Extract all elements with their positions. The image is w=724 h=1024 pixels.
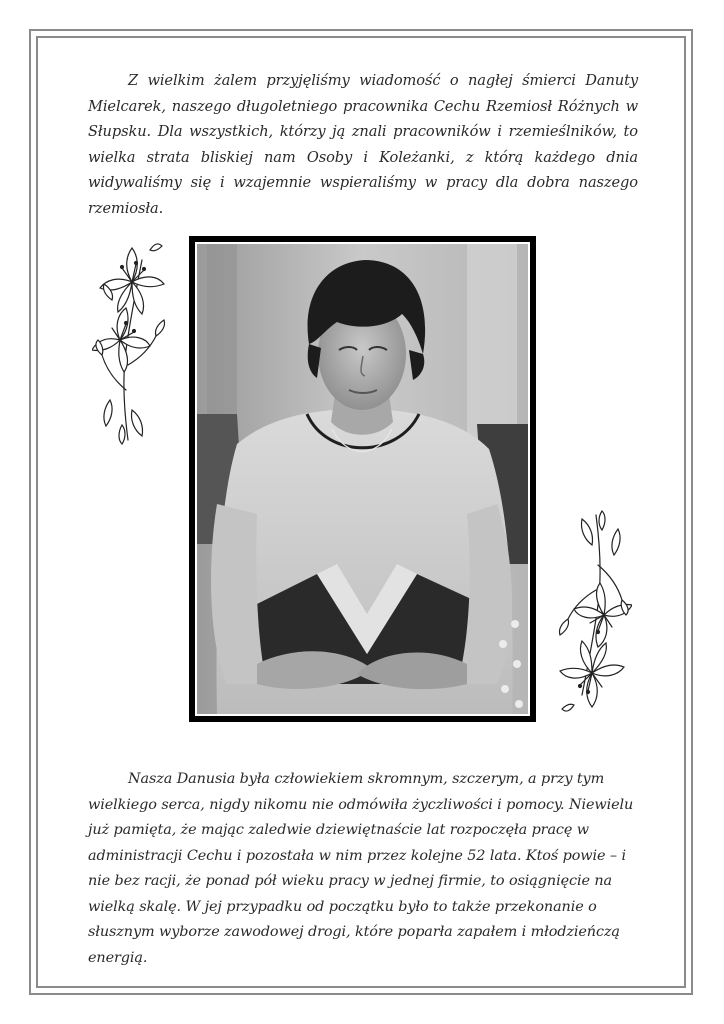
memorial-paragraph-1-text: Z wielkim żalem przyjęliśmy wiadomość o nagłej śmierci Danuty Mielcarek, naszego długoletniego pracownika Cechu Rzemiosł Różnych w Słupsku. Dla wszystkich, którzy ją znali pracowników i rzemieślników, to wielka strata bliskiej nam Osoby i Koleżanki, z którą każdego dnia widywaliśmy się i wzajemnie wspieraliśmy w pracy dla dobra naszego rzemiosła. xyxy=(88,72,638,217)
memorial-paragraph-1 xyxy=(88,68,638,221)
lily-icon xyxy=(92,240,168,445)
memorial-paragraph-2 xyxy=(88,767,644,971)
portrait-frame xyxy=(189,236,536,722)
lily-icon xyxy=(556,510,632,715)
portrait-photo xyxy=(195,242,530,716)
memorial-paragraph-2-text: Nasza Danusia była człowiekiem skromnym, szczerym, a przy tym wielkiego serca, nigdy nikomu nie odmówiła życzliwości i pomocy. Niewielu już pamięta, że mając zaledwie dziewiętnaście lat rozpoczęła pracę w administracji Cechu i pozostała w nim przez kolejne 52 lata. Ktoś powie – i nie bez racji, że ponad pół wieku pracy w jednej firmie, to osiągnięcie na wielką skalę. W jej przypadku od początku było to także przekonanie o słusznym wyborze zawodowej drogi, które poparła zapałem i młodzieńczą energią. xyxy=(88,771,634,966)
portrait-photo-icon xyxy=(197,244,528,714)
